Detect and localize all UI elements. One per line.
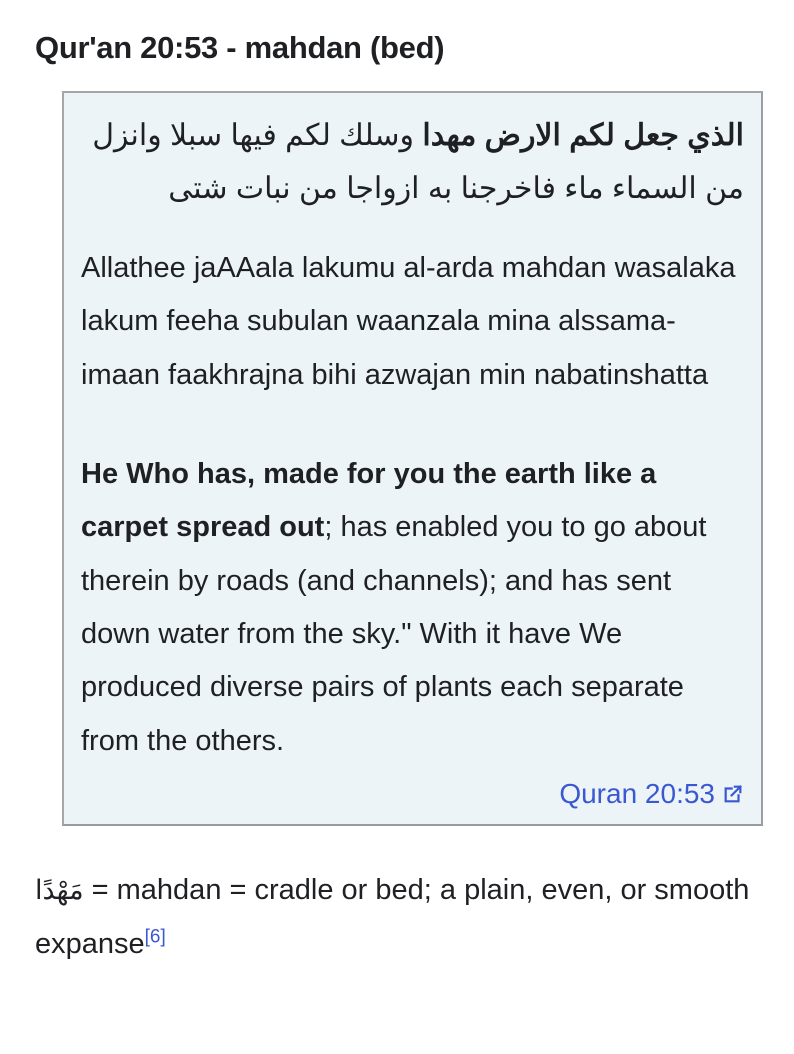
arabic-verse-regular-segment: وسلك لكم فيها سبلا وانزل من السماء ماء فاخرجنا به ازواجا من نبات شتى (92, 119, 744, 206)
quran-source-link[interactable] (559, 778, 744, 810)
definition-line (35, 864, 764, 971)
translation-regular-segment: ; has enabled you to go about therein by roads (and channels); and has sent down water from the sky." With it have We produced diverse pairs of plants each separate from the others. (81, 511, 707, 757)
reference-6-link[interactable]: [6] (144, 926, 166, 947)
page-title: Qur'an 20:53 - mahdan (bed) (35, 30, 445, 65)
translation-text (81, 448, 744, 768)
quran-source-link-label: Quran 20:53 (559, 778, 715, 810)
translation-bold-segment: He Who has, made for you the earth like a carpet spread out (81, 457, 657, 544)
arabic-verse-bold-segment: الذي جعل لكم الارض مهدا (422, 119, 744, 152)
quran-quote-box (62, 91, 763, 826)
definition-text: = mahdan = cradle or bed; a plain, even, or smooth expanse (35, 874, 750, 960)
arabic-verse (81, 109, 744, 216)
transliteration-text: Allathee jaAAala lakumu al-arda mahdan wasalaka lakum feeha subulan waanzala mina alssama-imaan faakhrajna bihi azwajan min nabatinshatta (81, 251, 736, 391)
external-link-icon (722, 783, 744, 805)
definition-arabic-word: مَهْدًا (35, 875, 84, 906)
source-row (81, 778, 744, 810)
